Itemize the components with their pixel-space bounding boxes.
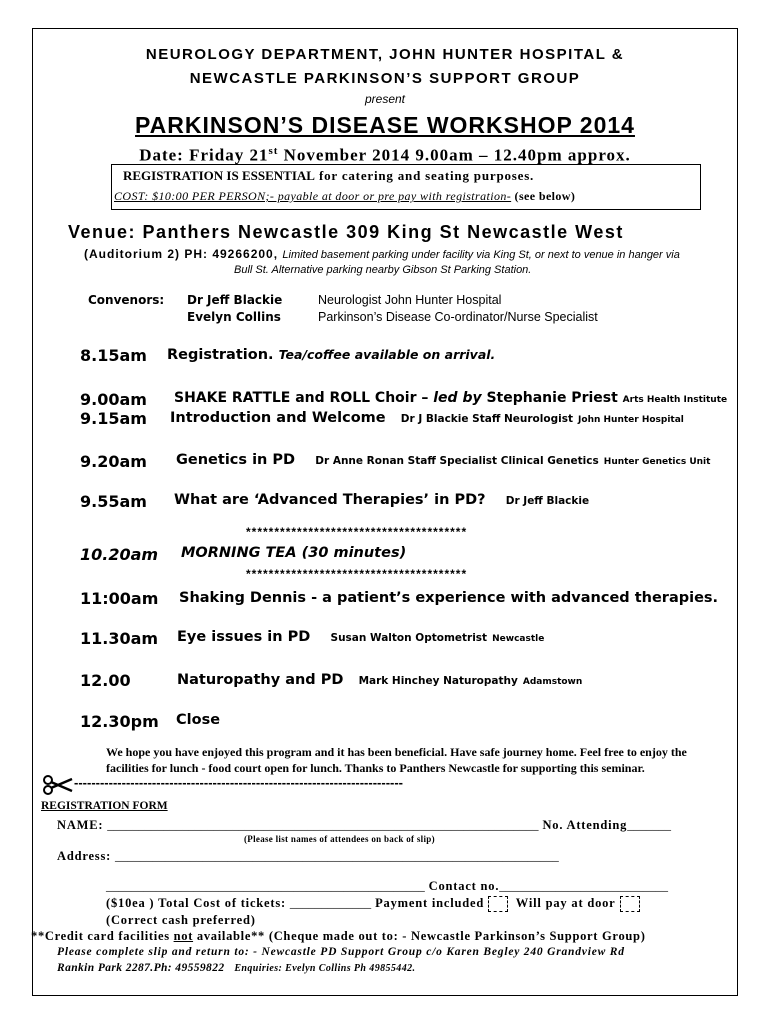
program-title: Eye issues in PD Susan Walton Optometrist Newcastle — [177, 629, 545, 645]
pay-at-door-checkbox[interactable] — [620, 896, 640, 912]
program-title: Genetics in PD Dr Anne Ronan Staff Specialist Clinical Genetics Hunter Genetics Unit — [176, 452, 711, 468]
program-time: 8.15am — [80, 346, 147, 365]
contact-field[interactable]: ___________________________________________________ Contact no.___________________________ — [106, 879, 669, 893]
credit-note: **Credit card facilities not available** (Cheque made out to: - Newcastle Parkinson’s Support Group) — [31, 929, 646, 943]
program-time: 9.20am — [80, 452, 147, 471]
registration-cost: COST: $10:00 PER PERSON;- payable at door or pre pay with registration- (see below) — [114, 189, 576, 203]
program-time: 12.30pm — [80, 712, 159, 731]
venue-heading: Venue: Panthers Newcastle 309 King St Newcastle West — [68, 222, 624, 242]
header-line-1: NEUROLOGY DEPARTMENT, JOHN HUNTER HOSPITAL & — [145, 46, 625, 63]
convenors-label: Convenors: — [88, 293, 165, 307]
convenor-role: Parkinson’s Disease Co-ordinator/Nurse Specialist — [318, 310, 598, 324]
payment-included-checkbox[interactable] — [488, 896, 508, 912]
program-time: 11.30am — [80, 629, 159, 648]
scissors-icon — [42, 775, 74, 800]
separator-stars: *************************************** — [246, 525, 468, 539]
address-field[interactable]: Address: _______________________________________________________________________ — [57, 849, 559, 863]
name-field[interactable]: NAME: _____________________________________________________________________ No. Attending_______ — [57, 818, 671, 832]
program-title: SHAKE RATTLE and ROLL Choir – led by Stephanie Priest Arts Health Institute — [174, 390, 728, 406]
registration-essential: REGISTRATION IS ESSENTIAL for catering and seating purposes. — [123, 168, 535, 183]
program-time: 9.15am — [80, 409, 147, 428]
program-title: Naturopathy and PD Mark Hinchey Naturopathy Adamstown — [177, 672, 583, 688]
program-time: 9.55am — [80, 492, 147, 511]
closing-text: We hope you have enjoyed this program and it has been beneficial. Have safe journey home. Feel free to enjoy the — [106, 745, 687, 759]
event-date: Date: Friday 21st November 2014 9.00am – 12.40pm approx. — [139, 145, 631, 165]
program-time: 11:00am — [80, 589, 159, 608]
name-note: (Please list names of attendees on back of slip) — [244, 834, 435, 844]
closing-text: facilities for lunch - food court open for lunch. Thanks to Panthers Newcastle for supporting this seminar. — [106, 761, 645, 775]
convenor-role: Neurologist John Hunter Hospital — [318, 293, 502, 307]
convenor-name: Dr Jeff Blackie — [187, 293, 283, 307]
venue-parking: Bull St. Alternative parking nearby Gibson St Parking Station. — [234, 264, 532, 276]
program-title: MORNING TEA (30 minutes) — [181, 545, 407, 561]
program-title: Registration. Tea/coffee available on arrival. — [167, 347, 496, 363]
venue-details: (Auditorium 2) PH: 49266200, Limited basement parking under facility via King St, or next to venue in hanger via — [84, 247, 680, 261]
program-time: 10.20am — [80, 545, 159, 564]
present-text: present — [364, 92, 406, 106]
header-line-2: NEWCASTLE PARKINSON’S SUPPORT GROUP — [189, 70, 581, 87]
cut-line: ---------------------------------------------------------------------------- — [74, 775, 404, 790]
program-time: 12.00 — [80, 671, 131, 690]
program-title: Introduction and Welcome Dr J Blackie Staff Neurologist John Hunter Hospital — [170, 410, 684, 426]
convenor-name: Evelyn Collins — [187, 310, 281, 324]
separator-stars: *************************************** — [246, 567, 468, 581]
program-time: 9.00am — [80, 390, 147, 409]
page-title: PARKINSON’S DISEASE WORKSHOP 2014 — [135, 112, 635, 138]
tickets-row: ($10ea ) Total Cost of tickets: _____________ Payment included Will pay at door — [106, 896, 644, 912]
program-title: Shaking Dennis - a patient’s experience with advanced therapies. — [179, 590, 719, 606]
program-title: What are ‘Advanced Therapies’ in PD? Dr Jeff Blackie — [174, 492, 590, 508]
cash-note: (Correct cash preferred) — [106, 913, 256, 927]
return-address: Rankin Park 2287.Ph: 49559822 Enquiries: Evelyn Collins Ph 49855442. — [57, 962, 416, 974]
return-instructions: Please complete slip and return to: - Newcastle PD Support Group c/o Karen Begley 240 Grandview Rd — [57, 946, 625, 958]
form-title: REGISTRATION FORM — [41, 800, 168, 812]
program-title: Close — [176, 712, 221, 728]
